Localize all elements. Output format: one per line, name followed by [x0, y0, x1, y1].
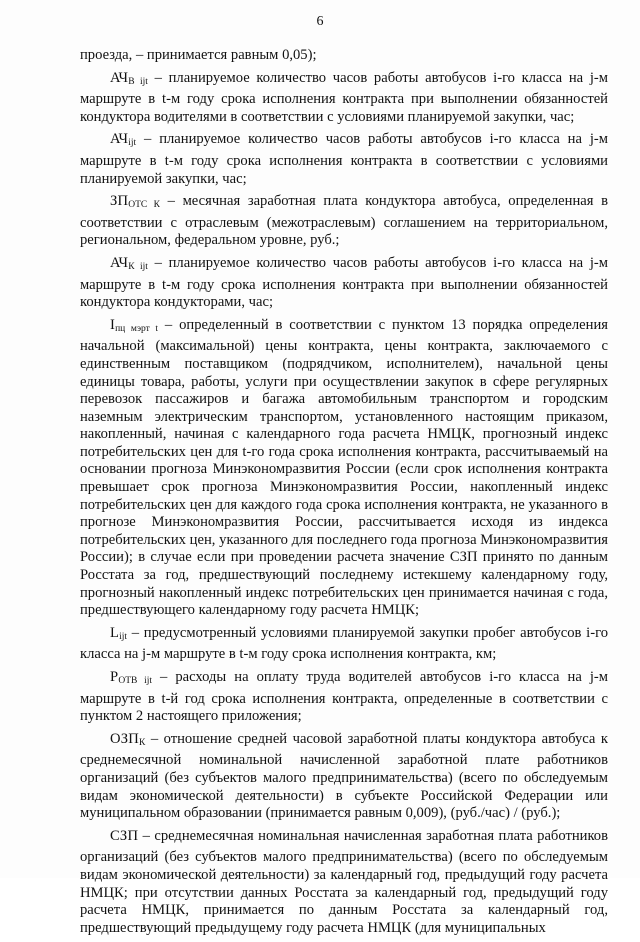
variable-subscript: ijt — [119, 631, 128, 642]
document-body — [80, 47, 608, 942]
paragraph-text: – предусмотренный условиями планируемой закупки пробег автобусов i-го класса на j-м маршруте в t-м году срока исполнения контракта, км; — [80, 624, 608, 663]
variable-symbol: L — [110, 624, 120, 641]
paragraph-text: – планируемое количество часов работы автобусов i-го класса на j-м маршруте в t-м году срока исполнения контракта при выполнении обязанностей кондуктора кондукторами, час; — [80, 254, 608, 311]
variable-symbol: I — [110, 316, 116, 333]
paragraph-text: – планируемое количество часов работы автобусов i-го класса на j-м маршруте в t-м году срока исполнения контракта при выполнении обязанностей кондуктора водителями в соответствии с условиями планируемой закупки, час; — [80, 69, 608, 125]
paragraph-text: – среднемесячная номинальная начисленная заработная плата работников организаций (без субъектов малого предпринимательства) (всего по обследуемым видам экономической деятельности) за календарный год, предыдущий году расчета НМЦК; при отсутствии данных Росстата за календарный год, предыдущий году расчета НМЦК, принимается по данным Росстата за календарный год, предшествующий предыдущему году расчета НМЦК (для муниципальных — [80, 827, 608, 936]
variable-subscript: ОТВ ijt — [118, 676, 152, 686]
variable-subscript: ijt — [128, 138, 137, 149]
paragraph-3 — [80, 193, 608, 250]
variable-symbol: ЗП — [110, 193, 129, 210]
paragraph-7 — [80, 669, 608, 726]
paragraph-text: – расходы на оплату труда водителей автобусов i-го класса на j-м маршруте в t-й год срока исполнения контракта, определенные в соответствии с пунктом 2 настоящего приложения; — [80, 669, 608, 725]
paragraph-1 — [80, 70, 608, 127]
variable-subscript: ОТС К — [128, 200, 160, 211]
variable-subscript: К — [139, 737, 146, 748]
variable-subscript: В ijt — [128, 76, 148, 87]
paragraph-2 — [80, 131, 608, 188]
paragraph-text: – определенный в соответствии с пунктом 13 порядка определения начальной (максимальной) цены контракта, цены контракта, заключаемого с единственным поставщиком (подрядчиком, исполнителем), начальной цены единицы товара, работы, услуги при осуществлении закупок в сфере регулярных перевозок пассажиров и багажа автомобильным транспортом и городским наземным электрическим транспортом, установленного настоящим приказом, накопленный, начиная с календарного года расчета НМЦК, прогнозный индекс потребительских цен для t-го года срока исполнения контракта, рассчитываемый на основании прогноза Минэкономразвития России (если срок исполнения контракта превышает срок прогноза Минэкономразвития России, накопленный индекс потребительских цен для каждого года срока исполнения контракта, не указанного в прогнозе Минэкономразвития России, рассчитывается исходя из индекса потребительских цен, указанного для последнего года прогноза Минэкономразвития России); в случае если при проведении расчета значение СЗП принято по данным Росстата за год, предшествующий последнему истекшему календарному году, прогнозный накопленный индекс потребительских цен принимается начиная с года, предшествующего календарному году расчета НМЦК; — [80, 316, 608, 619]
paragraph-text: – планируемое количество часов работы автобусов i-го класса на j-м маршруте в t-м году срока исполнения контракта в соответствии с условиями планируемой закупки, час; — [80, 131, 608, 187]
variable-subscript: пц мэрт t — [115, 323, 159, 334]
paragraph-6 — [80, 625, 608, 664]
variable-symbol: СЗП — [110, 827, 139, 844]
paragraph-text: – отношение средней часовой заработной платы кондуктора автобуса к среднемесячной номинальной начисленной заработной плате работников организаций (без субъектов малого предпринимательства) (всего по обследуемым видам экономической деятельности) в субъекте Российской Федерации или муниципальном образовании (принимается равным 0,009), (руб./час) / (руб.); — [80, 730, 608, 822]
paragraph-9 — [80, 828, 608, 938]
paragraph-4 — [80, 255, 608, 312]
page-number: 6 — [316, 14, 324, 29]
paragraph-text: проезда, – принимается равным 0,05); — [80, 47, 317, 63]
paragraph-5 — [80, 317, 608, 620]
variable-symbol: АЧ — [110, 131, 129, 148]
paragraph-0 — [80, 47, 608, 65]
variable-symbol: ОЗП — [110, 730, 139, 747]
paragraph-8 — [80, 731, 608, 823]
variable-subscript: К ijt — [128, 261, 148, 272]
variable-symbol: Р — [110, 669, 119, 685]
variable-symbol: АЧ — [110, 69, 129, 86]
variable-symbol: АЧ — [110, 254, 129, 271]
paragraph-text: – месячная заработная плата кондуктора автобуса, определенная в соответствии с отраслевым (межотраслевым) соглашением на территориальном, региональном, федеральном уровне, руб.; — [80, 193, 608, 249]
